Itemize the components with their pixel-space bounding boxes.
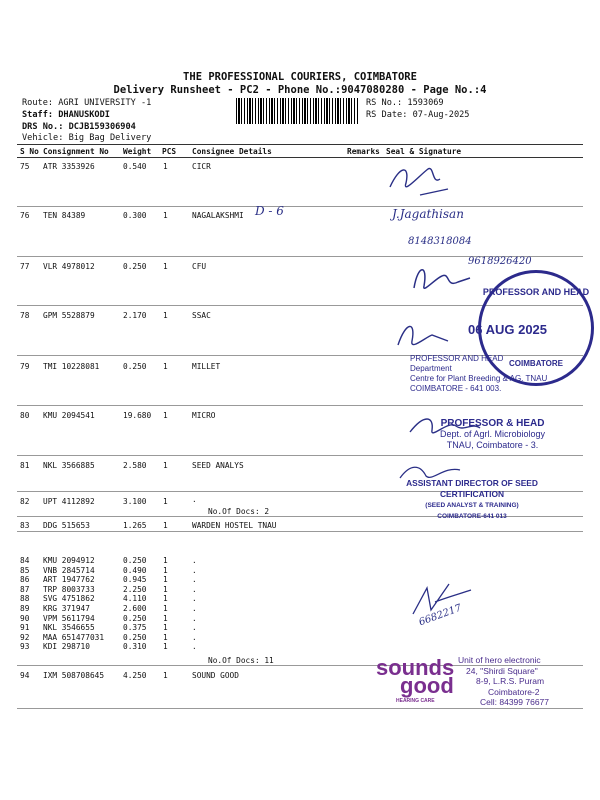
pcs: 1 [163,497,168,506]
seal-ring-bottom: COIMBATORE [509,359,563,368]
col-pcs: PCS [162,147,177,156]
runsheet-subtitle: Delivery Runsheet - PC2 - Phone No.:9047080280 - Page No.:4 [113,84,487,96]
pcs: 1 [163,575,168,585]
seal-date: 06 AUG 2025 [468,322,548,337]
consignee: . [192,594,197,604]
pcs: 1 [163,521,168,530]
pcs: 1 [163,594,168,604]
pcs: 1 [163,262,168,271]
sno: 83 [20,521,30,530]
consignment-no: KMU 2094541 [43,411,95,420]
handwritten-name: J.Jagathisan [392,207,464,221]
seal-ring-top: PROFESSOR AND HEAD [482,287,590,297]
docs-count: No.Of Docs: 2 [208,507,270,516]
weight: 2.250 [123,584,147,594]
consignee: . [192,632,197,642]
stamp-line: PROFESSOR AND HEAD [410,354,504,363]
sno: 88 [20,594,30,604]
row-divider [17,455,583,456]
sno: 94 [20,671,30,680]
consignment-no: TEN 84389 [43,211,86,220]
stamp-line: Coimbatore-2 [488,686,540,697]
consignment-no: KRG 371947 [43,604,90,613]
pcs: 1 [163,411,168,420]
handwritten-d6: D - 6 [255,204,284,218]
pcs: 1 [163,362,168,371]
sno: 80 [20,411,30,420]
sno: 89 [20,604,30,613]
stamp-line: PROFESSOR & HEAD [440,418,545,429]
consignee: CFU [192,262,207,271]
consignee: NAGALAKSHMI [192,211,244,220]
drs-label: DRS No.: DCJB159306904 [22,122,136,132]
staff-label: Staff: DHANUSKODI [22,110,110,120]
stamp-line: COIMBATORE - 641 003. [410,384,502,393]
sno: 75 [20,162,30,171]
consignee: . [192,623,197,633]
sno: 78 [20,311,30,320]
pcs: 1 [163,642,168,652]
vehicle-label: Vehicle: Big Bag Delivery [22,133,152,143]
consignee: . [192,565,197,575]
handwritten-number: 6682217 [417,602,464,629]
consignee: . [192,556,197,565]
rs-date: RS Date: 07-Aug-2025 [366,110,470,120]
row-divider [17,531,583,532]
rs-number: RS No.: 1593069 [366,98,444,108]
weight: 1.265 [123,521,147,530]
row-divider [17,405,583,406]
weight: 0.945 [123,575,147,585]
stamp-line: (SEED ANALYST & TRAINING) [425,502,519,509]
drs-barcode [236,98,358,124]
table-top-border [17,144,583,145]
seed-certification-stamp [378,478,566,522]
stamp-line: Centre for Plant Breeding & AG. TNAU [410,374,548,383]
consignment-no: ART 1947762 [43,575,95,585]
stamp-line: Cell: 84399 76677 [480,697,550,707]
sno: 86 [20,575,30,585]
group-docs-count: No.Of Docs: 11 [208,656,274,665]
signature-cfu [406,258,476,298]
logo-tagline: HEARING CARE [396,698,435,704]
stamp-line: ASSISTANT DIRECTOR OF SEED CERTIFICATION [406,478,538,499]
consignment-no: NKL 3566885 [43,461,95,470]
pcs: 1 [163,604,168,613]
weight: 0.375 [123,623,147,633]
pcs: 1 [163,211,168,220]
consignment-no: VNB 2845714 [43,565,95,575]
weight: 0.250 [123,632,147,642]
weight: 2.170 [123,311,147,320]
weight: 19.680 [123,411,152,420]
stamp-line: COIMBATORE-641 013 [437,513,507,520]
consignment-no: TMI 10228081 [43,362,100,371]
stamp-line: 8-9, L.R.S. Puram [476,676,545,686]
pcs: 1 [163,461,168,470]
sounds-good-address [458,655,549,708]
signature-ssac [392,315,452,355]
row-divider [17,206,583,207]
sno: 79 [20,362,30,371]
consignee: WARDEN HOSTEL TNAU [192,521,277,530]
consignee: . [192,575,197,585]
route-label: Route: AGRI UNIVERSITY -1 [22,98,152,108]
consignment-no: MAA 651477031 [43,632,105,642]
consignee: MILLET [192,362,221,371]
consignee: . [192,642,197,652]
sno: 90 [20,613,30,623]
stamp-line: Department [410,364,452,373]
weight: 0.250 [123,556,147,565]
consignee: CICR [192,162,211,171]
weight: 0.490 [123,565,147,575]
pcs: 1 [163,613,168,623]
sno: 85 [20,565,30,575]
consignment-no: KDI 298710 [43,642,90,652]
pcs: 1 [163,311,168,320]
consignment-no: DDG 515653 [43,521,90,530]
microbiology-stamp [440,418,545,451]
pcs: 1 [163,565,168,575]
pcs: 1 [163,162,168,171]
consignment-no: ATR 3353926 [43,162,95,171]
weight: 0.250 [123,262,147,271]
sno: 82 [20,497,30,506]
sno: 91 [20,623,30,633]
stamp-line: 24, "Shirdi Square" [466,665,538,676]
consignment-no: VLR 4978012 [43,262,95,271]
col-remarks: Remarks [347,147,380,156]
pcs: 1 [163,556,168,565]
signature-cicr [380,155,460,205]
sno: 81 [20,461,30,470]
weight: 0.540 [123,162,147,171]
sno: 93 [20,642,30,652]
pcs: 1 [163,632,168,642]
consignment-no: SVG 4751862 [43,594,95,604]
consignee: . [192,613,197,623]
consignee: . [192,584,197,594]
stamp-line: TNAU, Coimbatore - 3. [446,440,539,450]
weight: 3.100 [123,497,147,506]
pcs: 1 [163,671,168,680]
col-sno: S No [20,147,39,156]
consignment-no: UPT 4112892 [43,497,95,506]
sno: 87 [20,584,30,594]
logo-text: sounds [376,655,455,680]
weight: 0.250 [123,613,147,623]
prof-head-stamp [410,354,547,394]
sno: 76 [20,211,30,220]
pcs: 1 [163,584,168,594]
weight: 0.300 [123,211,147,220]
consignee: SOUND GOOD [192,671,239,680]
sounds-good-logo [376,655,456,706]
consignee: MICRO [192,411,216,420]
header-bottom-border [17,157,583,158]
weight: 4.250 [123,671,147,680]
consignee: . [192,495,197,504]
pcs: 1 [163,623,168,633]
consignment-no: NKL 3546655 [43,623,95,633]
weight: 4.110 [123,594,147,604]
logo-text: good [400,673,454,698]
stamp-line: Unit of hero electronic [458,655,541,665]
consignment-no: VPM 5611794 [43,613,95,623]
table-bottom-border [17,708,583,709]
weight: 2.600 [123,604,147,613]
sno: 84 [20,556,30,565]
consignment-no: GPM 5528879 [43,311,95,320]
weight: 0.310 [123,642,147,652]
company-title: THE PROFESSIONAL COURIERS, COIMBATORE [183,71,417,83]
handwritten-phone1: 8148318084 [408,236,472,247]
sno: 92 [20,632,30,642]
sno: 77 [20,262,30,271]
col-consignee: Consignee Details [192,147,272,156]
col-weight: Weight [123,147,152,156]
handwritten-phone2: 9618926420 [468,256,532,267]
col-consignment: Consignment No [43,147,109,156]
consignment-no: IXM 508708645 [43,671,105,680]
consignee: SSAC [192,311,211,320]
weight: 2.580 [123,461,147,470]
stamp-line: Dept. of Agrl. Microbiology [440,429,546,439]
consignment-no: TRP 8003733 [43,584,95,594]
col-seal-signature: Seal & Signature [386,147,462,156]
consignee: . [192,604,197,613]
weight: 0.250 [123,362,147,371]
consignee: SEED ANALYS [192,461,244,470]
consignment-no: KMU 2094912 [43,556,95,565]
